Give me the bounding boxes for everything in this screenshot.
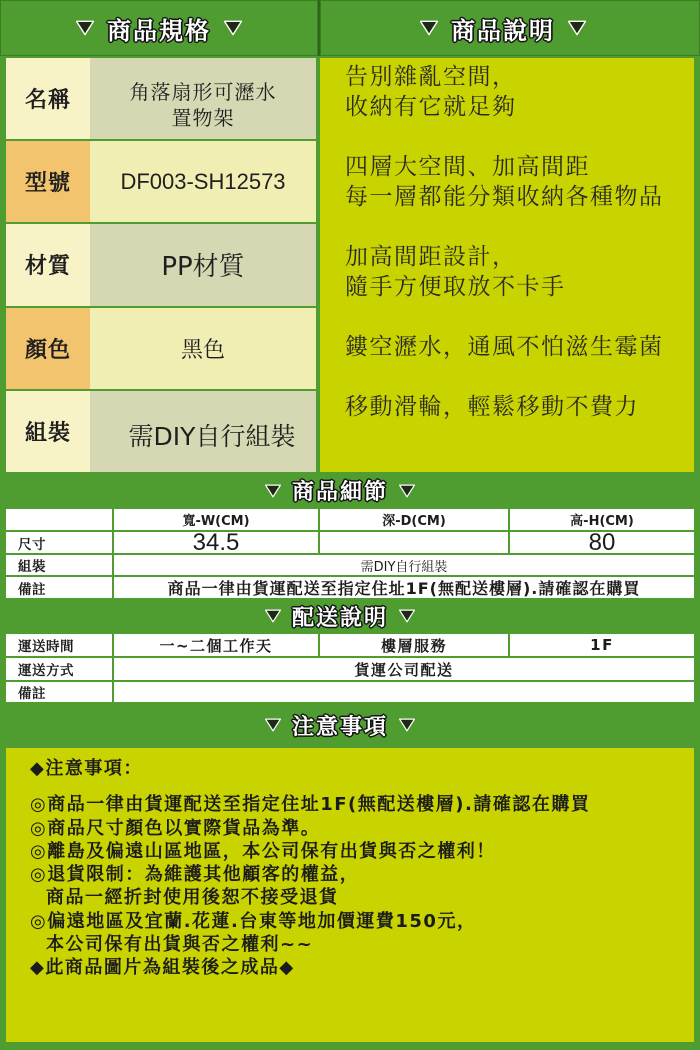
notices-panel xyxy=(6,748,694,1042)
notices-heading: ◆注意事項： xyxy=(30,758,143,779)
triangle-down-icon xyxy=(264,484,282,498)
notice-item xyxy=(30,840,694,863)
notice-line: ◎商品一律由貨運配送至指定住址1F(無配送樓層).請確認在購買 xyxy=(30,794,591,816)
description-panel xyxy=(320,58,694,472)
spec-value-assembly: 需DIY自行組裝 xyxy=(90,391,316,472)
description-section-title: 商品說明 xyxy=(451,16,555,45)
triangle-down-icon xyxy=(419,20,439,36)
spec-label-model: 型號 xyxy=(6,141,90,222)
column-header-depth: 深-D(CM) xyxy=(320,509,508,530)
triangle-down-icon xyxy=(398,484,416,498)
notices-section-header xyxy=(0,704,700,746)
details-section-header xyxy=(0,474,700,507)
triangle-down-icon xyxy=(567,20,587,36)
notices-footer: ◆此商品圖片為組裝後之成品◆ xyxy=(30,957,295,979)
spec-label-name: 名稱 xyxy=(6,58,90,139)
column-header-width: 寬-W(CM) xyxy=(114,509,318,530)
shipping-time-label: 運送時間 xyxy=(6,634,112,656)
spec-value-name-line: 角落扇形可瀝水 xyxy=(129,80,277,105)
notice-item xyxy=(30,863,694,910)
size-height-value: 80 xyxy=(510,532,694,553)
top-header-bar xyxy=(0,0,700,56)
spec-table xyxy=(6,58,316,472)
details-assembly-value: 需DIY自行組裝 xyxy=(114,555,694,575)
spec-label-material: 材質 xyxy=(6,224,90,305)
triangle-down-icon xyxy=(75,20,95,36)
description-line: 四層大空間、加高間距 xyxy=(345,154,590,180)
column-header-height: 高-H(CM) xyxy=(510,509,694,530)
shipping-section-header xyxy=(0,600,700,632)
notice-item xyxy=(30,817,694,840)
size-label: 尺寸 xyxy=(6,532,112,553)
notice-continuation-line: 本公司保有出貨與否之權利~~ xyxy=(46,934,314,956)
triangle-down-icon xyxy=(223,20,243,36)
spec-section-header xyxy=(0,0,318,56)
shipping-note-label: 備註 xyxy=(6,682,112,702)
notice-line: ◎商品尺寸顏色以實際貨品為準。 xyxy=(30,817,321,839)
spec-value-model: DF003-SH12573 xyxy=(90,141,316,222)
description-paragraph xyxy=(345,62,694,122)
notice-line: ◎退貨限制：為維護其他顧客的權益， xyxy=(30,864,360,886)
details-corner-cell xyxy=(6,509,112,530)
spec-label-assembly: 組裝 xyxy=(6,391,90,472)
notice-line: ◎離島及偏遠山區地區，本公司保有出貨與否之權利！ xyxy=(30,840,496,862)
notice-continuation-line: 商品一經折封使用後恕不接受退貨 xyxy=(46,887,339,909)
spec-value-name-line: 置物架 xyxy=(171,106,235,131)
notice-line: ◎偏遠地區及宜蘭.花蓮.台東等地加價運費150元， xyxy=(30,910,477,932)
spec-label-color: 顏色 xyxy=(6,308,90,389)
floor-service-label: 樓層服務 xyxy=(320,634,508,656)
triangle-down-icon xyxy=(264,609,282,623)
details-section-title: 商品細節 xyxy=(291,480,388,505)
details-table xyxy=(6,509,694,598)
spec-and-description xyxy=(6,58,694,472)
shipping-method-value: 貨運公司配送 xyxy=(114,658,694,680)
description-paragraph xyxy=(345,152,694,212)
spec-section-title: 商品規格 xyxy=(107,16,211,45)
shipping-table xyxy=(6,634,694,702)
notice-item xyxy=(30,910,694,957)
notice-item xyxy=(30,793,694,816)
description-line: 加高間距設計， xyxy=(345,244,517,270)
details-assembly-label: 組裝 xyxy=(6,555,112,575)
size-width-value: 34.5 xyxy=(114,532,318,553)
triangle-down-icon xyxy=(264,718,282,732)
description-paragraph xyxy=(345,242,694,302)
description-paragraph xyxy=(345,332,694,362)
description-line: 告別雜亂空間， xyxy=(345,64,517,90)
details-note-value: 商品一律由貨運配送至指定住址1F(無配送樓層).請確認在購買 xyxy=(114,577,694,598)
shipping-time-value: 一~二個工作天 xyxy=(114,634,318,656)
description-line: 鏤空瀝水，通風不怕滋生霉菌 xyxy=(345,334,664,360)
notices-section-title: 注意事項 xyxy=(291,714,388,740)
description-line: 每一層都能分類收納各種物品 xyxy=(345,184,664,210)
spec-value-color: 黑色 xyxy=(90,308,316,389)
description-line: 隨手方便取放不卡手 xyxy=(345,274,566,300)
shipping-section-title: 配送說明 xyxy=(291,605,388,631)
spec-value-name xyxy=(90,58,316,139)
details-note-label: 備註 xyxy=(6,577,112,598)
triangle-down-icon xyxy=(398,609,416,623)
spec-value-material: PP材質 xyxy=(90,224,316,305)
description-section-header xyxy=(318,0,700,56)
shipping-method-label: 運送方式 xyxy=(6,658,112,680)
shipping-note-value xyxy=(114,682,694,702)
description-line: 移動滑輪，輕鬆移動不費力 xyxy=(345,394,639,420)
size-depth-value xyxy=(320,532,508,553)
triangle-down-icon xyxy=(398,718,416,732)
description-line: 收納有它就足夠 xyxy=(345,94,517,120)
description-paragraph xyxy=(345,392,694,422)
floor-service-value: 1F xyxy=(510,634,694,656)
